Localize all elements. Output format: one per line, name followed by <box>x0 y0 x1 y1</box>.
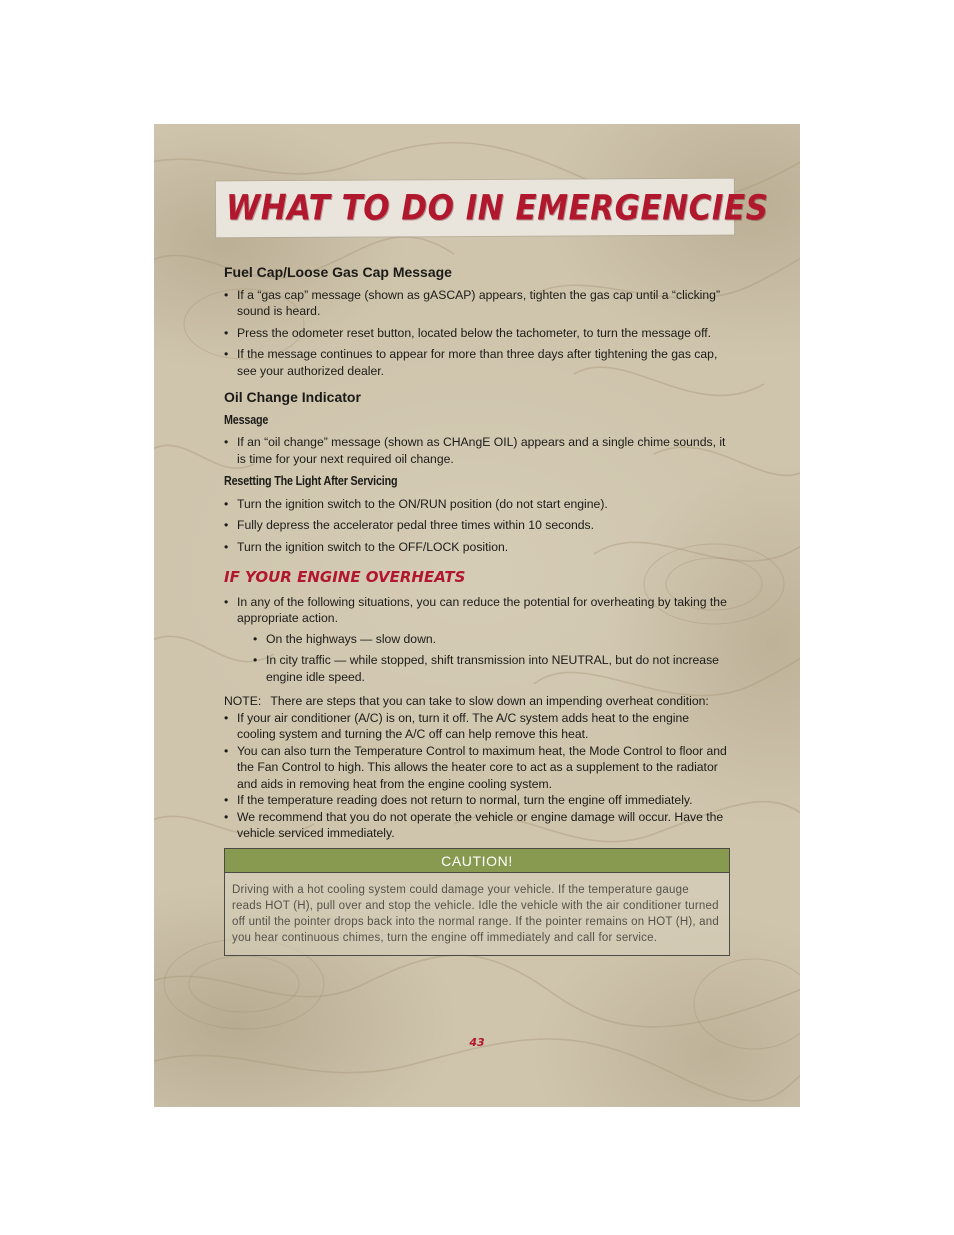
oil-change-heading: Oil Change Indicator <box>224 389 361 405</box>
note-label: NOTE: <box>224 694 262 708</box>
overheats-heading: IF YOUR ENGINE OVERHEATS <box>224 568 466 586</box>
caution-text: Driving with a hot cooling system could damage your vehicle. If the temperature gauge reads HOT (H), pull over and stop the vehicle. Idle the vehicle with the air conditioner turned off until the pointer drops back into the normal range. If the pointer remains on HOT (H), and you hear continuous chimes, turn the engine off immediately and call for service. <box>232 883 719 944</box>
note <box>224 693 730 710</box>
list-item: • If a “gas cap” message (shown as gASCAP) appears, tighten the gas cap until a “clicking” sound is heard. <box>224 287 730 320</box>
overheats-intro: In any of the following situations, you can reduce the potential for overheating by taking the appropriate action. <box>237 594 727 625</box>
fuel-cap-heading: Fuel Cap/Loose Gas Cap Message <box>224 264 452 280</box>
page-title: WHAT TO DO IN EMERGENCIES <box>226 188 769 229</box>
list-item: • Turn the ignition switch to the ON/RUN position (do not start engine). <box>224 496 730 513</box>
list-item <box>224 594 730 686</box>
message-subheading: Message <box>224 412 269 427</box>
caution-title: CAUTION! <box>225 849 729 873</box>
list-item: • If the message continues to appear for more than three days after tightening the gas cap, see your authorized dealer. <box>224 346 730 379</box>
note-list <box>224 710 730 842</box>
overheats-list <box>224 594 730 686</box>
overheats-sub-list <box>253 631 730 686</box>
content-column <box>224 264 730 956</box>
list-item: • Fully depress the accelerator pedal three times within 10 seconds. <box>224 517 730 534</box>
manual-page <box>154 124 800 1107</box>
note-text: There are steps that you can take to slow down an impending overheat condition: <box>270 694 709 708</box>
fuel-cap-list <box>224 287 730 380</box>
reset-subheading: Resetting The Light After Servicing <box>224 474 398 488</box>
list-item: • If your air conditioner (A/C) is on, turn it off. The A/C system adds heat to the engine cooling system and turning the A/C off can help remove this heat. <box>224 710 730 743</box>
list-item: • If the temperature reading does not return to normal, turn the engine off immediately. <box>224 792 730 809</box>
page-number: 43 <box>469 1036 485 1049</box>
list-item: • You can also turn the Temperature Control to maximum heat, the Mode Control to floor and the Fan Control to high. This allows the heater core to act as a supplement to the radiator and aids in removing heat from the engine cooling system. <box>224 743 730 793</box>
list-item: • If an “oil change” message (shown as CHAngE OIL) appears and a single chime sounds, it is time for your next required oil change. <box>224 434 730 467</box>
reset-list <box>224 496 730 556</box>
list-item: • In city traffic — while stopped, shift transmission into NEUTRAL, but do not increase engine idle speed. <box>253 652 730 685</box>
oil-message-list <box>224 434 730 467</box>
list-item: • We recommend that you do not operate the vehicle or engine damage will occur. Have the vehicle serviced immediately. <box>224 809 730 842</box>
list-item: • On the highways — slow down. <box>253 631 730 648</box>
caution-box <box>224 848 730 956</box>
list-item: • Press the odometer reset button, located below the tachometer, to turn the message off. <box>224 325 730 342</box>
list-item: • Turn the ignition switch to the OFF/LOCK position. <box>224 539 730 556</box>
